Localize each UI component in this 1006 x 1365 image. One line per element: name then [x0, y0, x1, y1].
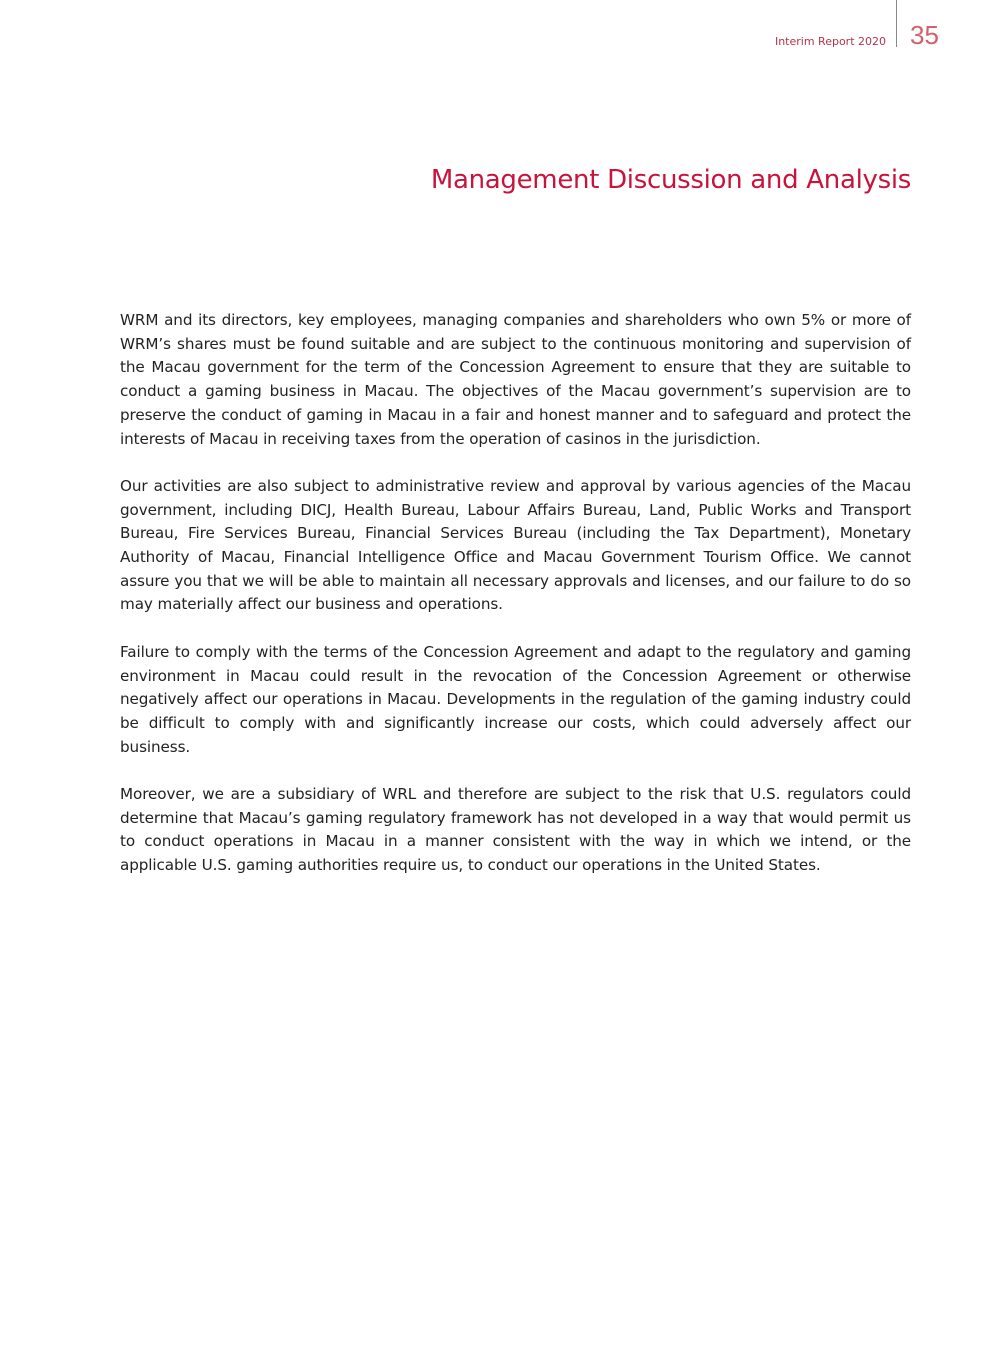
page-title: Management Discussion and Analysis: [430, 165, 911, 195]
report-label: Interim Report 2020: [774, 35, 886, 48]
paragraph: WRM and its directors, key employees, managing companies and shareholders who own 5% or more of WRM’s shares must be found suitable and are subject to the continuous monitoring and supervision of the Macau government for the term of the Concession Agreement to ensure that they are suitable to conduct a gaming business in Macau. The objectives of the Macau government’s supervision are to preserve the conduct of gaming in Macau in a fair and honest manner and to safeguard and protect the interests of Macau in receiving taxes from the operation of casinos in the jurisdiction.: [120, 311, 911, 448]
page-number: 35: [910, 20, 939, 50]
paragraph: Moreover, we are a subsidiary of WRL and therefore are subject to the risk that U.S. regulators could determine that Macau’s gaming regulatory framework has not developed in a way that would permit us to conduct operations in Macau in a manner consistent with the way in which we intend, or the applicable U.S. gaming authorities require us, to conduct our operations in the United States.: [120, 785, 911, 875]
paragraph: Failure to comply with the terms of the Concession Agreement and adapt to the regulatory and gaming environment in Macau could result in the revocation of the Concession Agreement or otherwise negatively affect our operations in Macau. Developments in the regulation of the gaming industry could be difficult to comply with and significantly increase our costs, which could adversely affect our business.: [120, 642, 911, 756]
header-divider: [896, 0, 897, 47]
body-text: [120, 309, 911, 902]
paragraph: Our activities are also subject to administrative review and approval by various agencies of the Macau government, including DICJ, Health Bureau, Labour Affairs Bureau, Land, Public Works and Transport Bureau, Fire Services Bureau, Financial Services Bureau (including the Tax Department), Monetary Authority of Macau, Financial Intelligence Office and Macau Government Tourism Office. We cannot assure you that we will be able to maintain all necessary approvals and licenses, and our failure to do so may materially affect our business and operations.: [120, 476, 911, 614]
